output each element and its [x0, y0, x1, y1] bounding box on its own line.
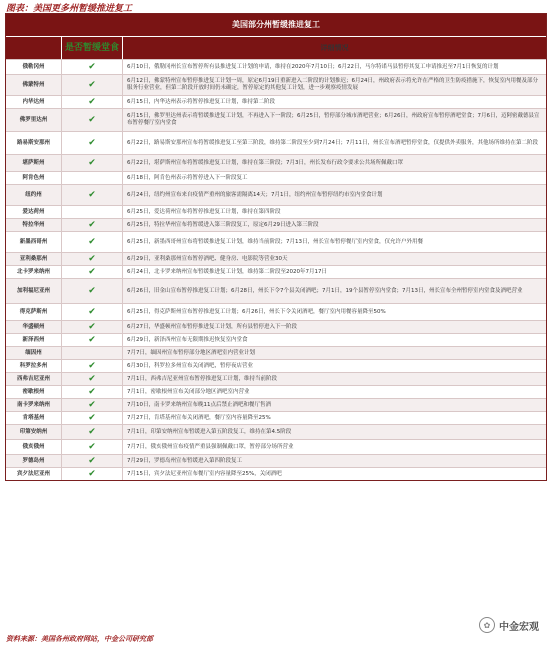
state-name: 印第安纳州 — [19, 428, 48, 435]
dine-in-check-icon: ✔ — [61, 468, 122, 480]
detail-text: 6月12日，佛蒙特州宣布暂停推进复工计划一周，原定6月19日重新进入二阶段的计划推迟；6月24日，州政府表示将允许在严格的卫生防疫措施下，恢复室内用餐及部分服务行业营业，但第二阶段开放时间仍未确定，暂停原定的其他复工计划，进一步观察疫情发展 — [122, 75, 546, 95]
state-name: 科罗拉多州 — [19, 362, 48, 369]
detail-text: 6月18日，阿肯色州表示将暂停进入下一阶段复工 — [122, 172, 546, 184]
state-name: 北卡罗来纳州 — [16, 268, 50, 275]
table-row — [6, 218, 546, 231]
state-name: 堪萨斯州 — [22, 159, 45, 166]
state-name: 罗德岛州 — [22, 457, 45, 464]
table-row — [6, 184, 546, 205]
state-name: 爱达荷州 — [22, 208, 45, 215]
table-row — [6, 333, 546, 346]
state-name: 新墨西哥州 — [19, 238, 48, 245]
table-row — [6, 205, 546, 218]
detail-text: 6月24日，北卡罗来纳州宣布暂缓推进复工计划，维持第二阶段至2020年7月17日 — [122, 266, 546, 278]
detail-text: 6月22日，路易斯安那州宣布将暂缓推进复工至第三阶段，维持第二阶段至少到7月24日；7月11日，州长宣布酒吧暂停堂食，仅提供外卖服务，其他场所维持在第二阶段 — [122, 132, 546, 154]
dine-in-check-icon: ✔ — [61, 232, 122, 252]
detail-text: 7月27日，肯塔基州宣布关闭酒吧，餐厅室内容量降至25% — [122, 412, 546, 424]
dine-in-check-icon: ✔ — [61, 334, 122, 346]
detail-text: 6月25日，得克萨斯州宣布暂停推进复工计划；6月26日，州长下令关闭酒吧，餐厅室内用餐容量降至50% — [122, 304, 546, 320]
table-row — [6, 303, 546, 320]
dine-in-check-icon: ✔ — [61, 440, 122, 454]
watermark-label: 中金宏观 — [499, 621, 539, 633]
state-name: 亚利桑那州 — [19, 255, 48, 262]
table-row — [6, 454, 546, 467]
watermark — [476, 616, 542, 634]
state-name: 西弗吉尼亚州 — [16, 375, 50, 382]
dine-in-check-icon: ✔ — [61, 155, 122, 171]
dine-in-check-icon — [61, 172, 122, 184]
table-row — [6, 320, 546, 333]
state-name: 缅因州 — [25, 349, 42, 356]
state-name: 华盛顿州 — [22, 323, 45, 330]
state-name: 肯塔基州 — [22, 414, 45, 421]
detail-text: 6月15日，佛罗里达州表示将暂缓推进复工计划，不再进入下一阶段；6月25日，暂停部分城市酒吧营业；6月26日，州政府宣布暂停酒吧堂食；7月6日，迈阿密戴德县宣布暂停餐厅室内堂食 — [122, 109, 546, 131]
state-name: 南卡罗来纳州 — [16, 401, 50, 408]
header-detail: 详细情况 — [122, 37, 546, 59]
state-name: 阿肯色州 — [22, 174, 45, 181]
table-row — [6, 359, 546, 372]
state-name: 内华达州 — [22, 98, 45, 105]
state-name: 俄亥俄州 — [22, 443, 45, 450]
state-name: 佛蒙特州 — [22, 81, 45, 88]
state-name: 新泽西州 — [22, 336, 45, 343]
dine-in-check-icon: ✔ — [61, 219, 122, 231]
source-note: 资料来源：美国各州政府网站，中金公司研究部 — [6, 635, 153, 643]
table-row — [6, 95, 546, 108]
dine-in-check-icon — [61, 347, 122, 359]
table-row — [6, 154, 546, 171]
detail-text: 6月25日，新墨西哥州宣布将暂缓推进复工计划，维持当前阶段；7月13日，州长宣布暂停餐厅室内堂食，仅允许户外用餐 — [122, 232, 546, 252]
table-body — [6, 59, 546, 480]
table-row — [6, 467, 546, 480]
table-row — [6, 278, 546, 303]
dine-in-check-icon: ✔ — [61, 96, 122, 108]
table-row — [6, 411, 546, 424]
table-header — [6, 37, 546, 59]
dine-in-check-icon: ✔ — [61, 109, 122, 131]
detail-text: 6月15日，内华达州表示将暂停推进复工计划，维持第二阶段 — [122, 96, 546, 108]
dine-in-check-icon: ✔ — [61, 304, 122, 320]
dine-in-check-icon: ✔ — [61, 386, 122, 398]
detail-text: 6月27日，华盛顿州宣布暂停推进复工计划，所有县暂停进入下一阶段 — [122, 321, 546, 333]
detail-text: 7月15日，宾夕法尼亚州宣布餐厅室内容量降至25%，关闭酒吧 — [122, 468, 546, 480]
table-row — [6, 424, 546, 439]
state-name: 加利福尼亚州 — [16, 287, 50, 294]
state-name: 佛罗里达州 — [19, 116, 48, 123]
dine-in-check-icon: ✔ — [61, 279, 122, 303]
state-name: 得克萨斯州 — [19, 308, 48, 315]
detail-text: 7月1日，密歇根州宣布关闭部分地区酒吧室内营业 — [122, 386, 546, 398]
table-row — [6, 265, 546, 278]
dine-in-check-icon — [61, 206, 122, 218]
detail-text: 6月25日，特拉华州宣布将暂缓进入第三阶段复工，原定6月29日进入第三阶段 — [122, 219, 546, 231]
detail-text: 6月24日，纽约州宣布来自疫情严重州的旅客需隔离14天；7月1日，纽约州宣布暂停纽约市室内堂食计划 — [122, 185, 546, 205]
dine-in-check-icon: ✔ — [61, 373, 122, 385]
detail-text: 6月30日，科罗拉多州宣布关闭酒吧，暂停夜店营业 — [122, 360, 546, 372]
table-banner: 美国部分州暂缓推进复工 — [6, 14, 546, 37]
detail-text: 7月1日，印第安纳州宣布暂缓进入第五阶段复工，维持在第4.5阶段 — [122, 425, 546, 439]
table-row — [6, 131, 546, 154]
dine-in-check-icon: ✔ — [61, 321, 122, 333]
state-name: 密歇根州 — [22, 388, 45, 395]
header-state — [6, 37, 61, 59]
wechat-icon: ✿ — [479, 617, 495, 633]
detail-text: 6月29日，新泽西州宣布无限期推迟恢复室内堂食 — [122, 334, 546, 346]
state-name: 路易斯安那州 — [16, 139, 50, 146]
state-name: 宾夕法尼亚州 — [16, 470, 50, 477]
policy-table — [5, 13, 547, 481]
detail-text: 7月7日，俄亥俄州宣布疫情严重县强制佩戴口罩，暂停部分场所营业 — [122, 440, 546, 454]
table-row — [6, 385, 546, 398]
dine-in-check-icon: ✔ — [61, 60, 122, 74]
table-row — [6, 439, 546, 454]
state-name: 纽约州 — [25, 191, 42, 198]
table-row — [6, 252, 546, 265]
dine-in-check-icon: ✔ — [61, 132, 122, 154]
dine-in-check-icon: ✔ — [61, 412, 122, 424]
dine-in-check-icon: ✔ — [61, 360, 122, 372]
table-row — [6, 372, 546, 385]
dine-in-check-icon: ✔ — [61, 253, 122, 265]
header-dine-in: 是否暂缓堂食 — [61, 37, 122, 59]
detail-text: 7月10日，南卡罗来纳州宣布晚11点后禁止酒吧和餐厅售酒 — [122, 399, 546, 411]
state-name: 特拉华州 — [22, 221, 45, 228]
detail-text: 6月25日，爱达荷州宣布将暂停推进复工计划，维持在第四阶段 — [122, 206, 546, 218]
table-row — [6, 59, 546, 74]
dine-in-check-icon: ✔ — [61, 425, 122, 439]
detail-text: 6月22日，堪萨斯州宣布将暂缓推进复工计划，维持在第三阶段；7月3日，州长发布行政令要求公共场所佩戴口罩 — [122, 155, 546, 171]
dine-in-check-icon: ✔ — [61, 185, 122, 205]
detail-text: 7月1日，西弗吉尼亚州宣布暂停推进复工计划，维持当前阶段 — [122, 373, 546, 385]
table-row — [6, 398, 546, 411]
table-row — [6, 231, 546, 252]
detail-text: 6月29日，亚利桑那州宣布暂停酒吧、健身房、电影院等营业30天 — [122, 253, 546, 265]
figure-title: 图表：美国更多州暂缓推进复工 — [6, 4, 133, 14]
table-row — [6, 108, 546, 131]
table-row — [6, 74, 546, 95]
state-name: 俄勒冈州 — [22, 63, 45, 70]
detail-text: 7月7日，缅因州宣布暂停部分地区酒吧室内营业计划 — [122, 347, 546, 359]
detail-text: 6月10日，俄勒冈州长宣布暂停所有县推进复工计划的申请，维持在2020年7月10日；6月22日，马尔特诺马县暂停其复工申请推迟至7月1日恢复的计划 — [122, 60, 546, 74]
dine-in-check-icon: ✔ — [61, 75, 122, 95]
detail-text: 7月29日，罗德岛州宣布暂缓进入第四阶段复工 — [122, 455, 546, 467]
dine-in-check-icon: ✔ — [61, 266, 122, 278]
table-row — [6, 171, 546, 184]
table-row — [6, 346, 546, 359]
dine-in-check-icon: ✔ — [61, 455, 122, 467]
detail-text: 6月26日，旧金山宣布暂停推进复工计划；6月28日，州长下令7个县关闭酒吧；7月1日，19个县暂停室内堂食；7月13日，州长宣布全州暂停室内堂食及酒吧营业 — [122, 279, 546, 303]
dine-in-check-icon: ✔ — [61, 399, 122, 411]
